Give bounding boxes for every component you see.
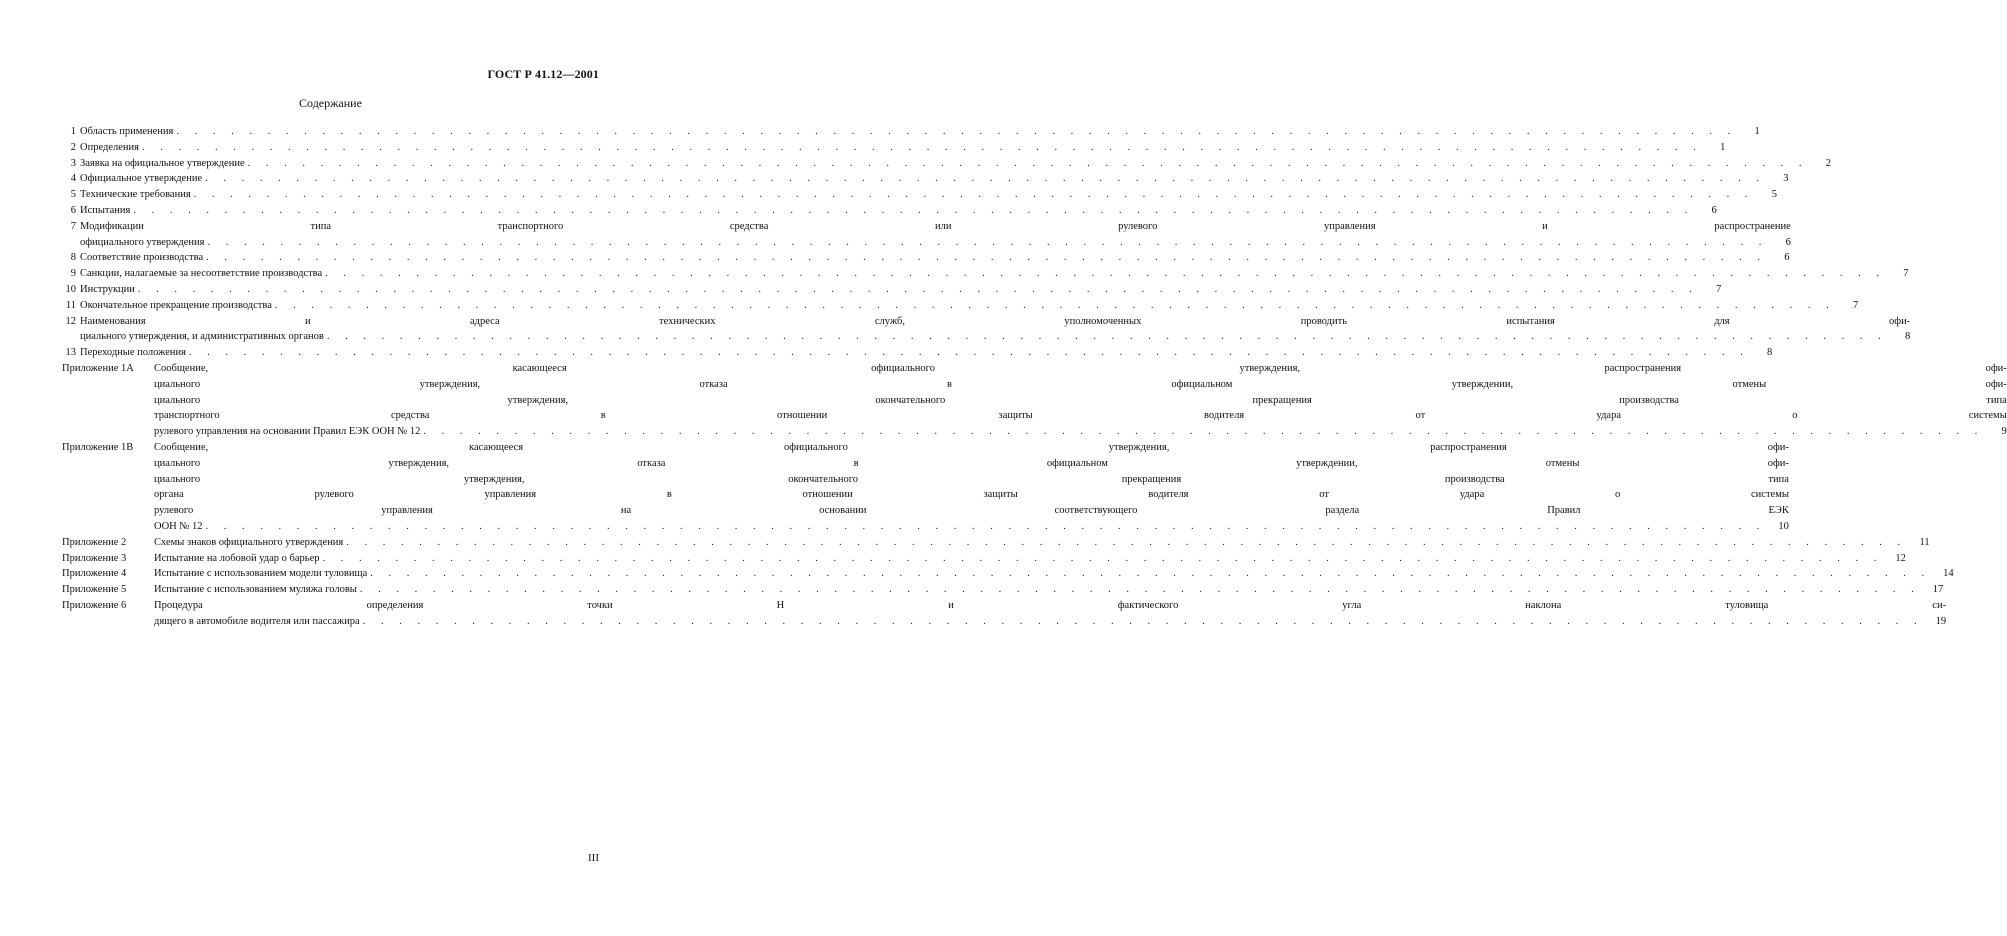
toc-entry-text: Наименования и адреса технических служб, уполномоченных проводить испытания для офи-: [80, 315, 1911, 327]
toc-page-number: 10: [1778, 520, 1789, 532]
dot-leader: [176, 124, 1736, 140]
toc-entry[interactable]: [62, 266, 1909, 282]
toc-page-number: 11: [1919, 536, 1930, 548]
toc-entry-text: Санкции, налагаемые за несоответствие производства: [80, 268, 323, 280]
toc-entry-number: Приложение 3: [62, 552, 127, 564]
toc-entry-text: рулевого управления на основании Правил ЕЭК ООН № 12: [154, 426, 421, 438]
toc-appendix-entry[interactable]: [62, 598, 1947, 630]
dot-leader: [325, 266, 1885, 282]
toc-entry-number: 12: [65, 315, 76, 327]
toc-page-number: 8: [1904, 331, 1911, 343]
document-code: ГОСТ Р 41.12—2001: [487, 67, 599, 81]
toc-entry-number: 2: [70, 141, 76, 153]
toc-page-number: 7: [1852, 299, 1859, 311]
toc-page-number: 7: [1716, 283, 1722, 295]
toc-entry-text: Инструкции: [80, 283, 135, 295]
dot-leader: [275, 298, 1835, 314]
toc-page-number: 3: [1783, 173, 1789, 185]
toc-appendix-entry[interactable]: [62, 535, 1930, 551]
toc-entry-text: транспортного средства в отношении защиты водителя от удара о системы: [154, 410, 2007, 422]
toc-page-number: 19: [1935, 615, 1947, 627]
toc-entry-text: Испытание с использованием муляжа головы: [154, 584, 357, 596]
toc-page-number: 1: [1754, 126, 1760, 137]
toc-entry-text: Переходные положения: [80, 347, 186, 359]
dot-leader: [360, 582, 1920, 598]
dot-leader: [206, 250, 1766, 266]
toc-entry[interactable]: [62, 124, 1760, 140]
toc-entry-text: органа рулевого управления в отношении защиты водителя от удара о системы: [154, 489, 1789, 501]
table-of-contents: [62, 124, 2007, 630]
toc-entry[interactable]: [62, 140, 1726, 156]
toc-entry-number: 5: [70, 189, 76, 201]
toc-entry-text: Сообщение, касающееся официального утверждения, распространения офи-: [154, 441, 1789, 453]
toc-entry-text: Окончательное прекращение производства: [80, 299, 272, 311]
toc-appendix-entry[interactable]: [62, 551, 1906, 567]
toc-page-number: 6: [1785, 236, 1791, 248]
toc-entry-text: циального утверждения, окончательного прекращения производства типа: [154, 394, 2007, 406]
toc-entry-number: Приложение 1В: [62, 441, 134, 453]
dot-leader: [248, 156, 1808, 172]
toc-title: Содержание: [299, 96, 362, 110]
toc-page-number: 5: [1771, 189, 1778, 201]
toc-page-number: 1: [1720, 141, 1726, 153]
toc-page-number: 8: [1767, 347, 1773, 359]
dot-leader: [138, 282, 1698, 298]
page-number: III: [588, 852, 599, 864]
toc-entry[interactable]: [62, 282, 1722, 298]
dot-leader: [194, 187, 1754, 203]
toc-entry-text: Заявка на официальное утверждение: [80, 157, 245, 169]
toc-entry-text: циального утверждения, и административных органов: [80, 331, 324, 343]
toc-entry-number: 11: [65, 299, 76, 311]
toc-page-number: 12: [1895, 552, 1906, 564]
toc-entry-number: 8: [70, 252, 76, 264]
toc-entry-number: Приложение 6: [62, 599, 127, 611]
toc-entry-text: Официальное утверждение: [80, 173, 203, 185]
toc-page-number: 9: [2001, 426, 2007, 438]
toc-appendix-entry[interactable]: [62, 440, 1789, 535]
dot-leader: [133, 203, 1693, 219]
toc-entry-number: 1: [70, 126, 76, 137]
toc-entry-text: циального утверждения, отказа в официальном утверждении, отмены офи-: [154, 378, 2007, 390]
toc-entry-number: Приложение 5: [62, 584, 127, 596]
toc-page-number: 7: [1903, 268, 1909, 280]
toc-entry-text: ООН № 12: [154, 520, 203, 532]
toc-entry-text: циального утверждения, окончательного прекращения производства типа: [154, 473, 1789, 485]
toc-entry[interactable]: [62, 298, 1859, 314]
dot-leader: [205, 171, 1765, 187]
dot-leader: [206, 519, 1766, 535]
toc-entry-number: Приложение 1А: [62, 362, 134, 374]
toc-entry-text: официального утверждения: [80, 236, 205, 248]
toc-entry-text: Соответствие производства: [80, 252, 204, 264]
toc-entry[interactable]: [62, 219, 1791, 251]
toc-entry-text: Модификации типа транспортного средства или рулевого управления и распространение: [80, 220, 1791, 232]
dot-leader: [322, 551, 1882, 567]
toc-entry-number: 13: [65, 347, 76, 359]
dot-leader: [327, 329, 1887, 345]
toc-page-number: 6: [1711, 204, 1717, 216]
toc-entry-text: Испытания: [80, 204, 131, 216]
toc-entry-text: Процедура определения точки Н и фактического угла наклона туловища си-: [154, 599, 1947, 611]
dot-leader: [423, 424, 1983, 440]
dot-leader: [363, 614, 1923, 630]
toc-entry-text: Определения: [80, 141, 139, 153]
toc-page-number: 17: [1932, 584, 1944, 596]
dot-leader: [370, 566, 1930, 582]
toc-entry[interactable]: [62, 156, 1831, 172]
toc-entry[interactable]: [62, 250, 1790, 266]
toc-page-number: 14: [1943, 568, 1954, 580]
toc-page-number: 6: [1784, 252, 1790, 264]
toc-entry[interactable]: [62, 314, 1911, 346]
toc-entry-number: 6: [70, 204, 76, 216]
toc-entry-number: 9: [70, 268, 76, 280]
dot-leader: [346, 535, 1906, 551]
toc-entry-text: циального утверждения, отказа в официальном утверждении, отмены офи-: [154, 457, 1789, 469]
toc-appendix-entry[interactable]: [62, 582, 1944, 598]
toc-entry-number: 4: [70, 173, 76, 185]
toc-entry-text: рулевого управления на основании соответствующего раздела Правил ЕЭК: [154, 505, 1789, 517]
toc-entry-number: 3: [70, 157, 76, 169]
toc-entry-text: дящего в автомобиле водителя или пассажира: [154, 615, 360, 627]
toc-appendix-entry[interactable]: [62, 566, 1954, 582]
toc-entry[interactable]: [62, 345, 1773, 361]
dot-leader: [189, 345, 1749, 361]
toc-entry-text: Схемы знаков официального утверждения: [154, 536, 344, 548]
dot-leader: [207, 235, 1767, 251]
toc-entry-number: 10: [65, 283, 76, 295]
toc-entry-text: Сообщение, касающееся официального утверждения, распространения офи-: [154, 362, 2007, 374]
toc-entry-number: Приложение 4: [62, 568, 127, 580]
toc-entry[interactable]: [62, 187, 1778, 203]
toc-entry[interactable]: [62, 203, 1717, 219]
toc-entry-text: Испытание на лобовой удар о барьер: [154, 552, 320, 564]
toc-entry[interactable]: [62, 171, 1789, 187]
toc-entry-number: 7: [70, 220, 76, 232]
toc-entry-text: Технические требования: [80, 189, 191, 201]
toc-page-number: 2: [1825, 157, 1831, 169]
toc-entry-text: Область применения: [80, 126, 174, 137]
toc-entry-text: Испытание с использованием модели туловища: [154, 568, 368, 580]
toc-entry-number: Приложение 2: [62, 536, 127, 548]
dot-leader: [142, 140, 1702, 156]
toc-appendix-entry[interactable]: [62, 361, 2007, 440]
